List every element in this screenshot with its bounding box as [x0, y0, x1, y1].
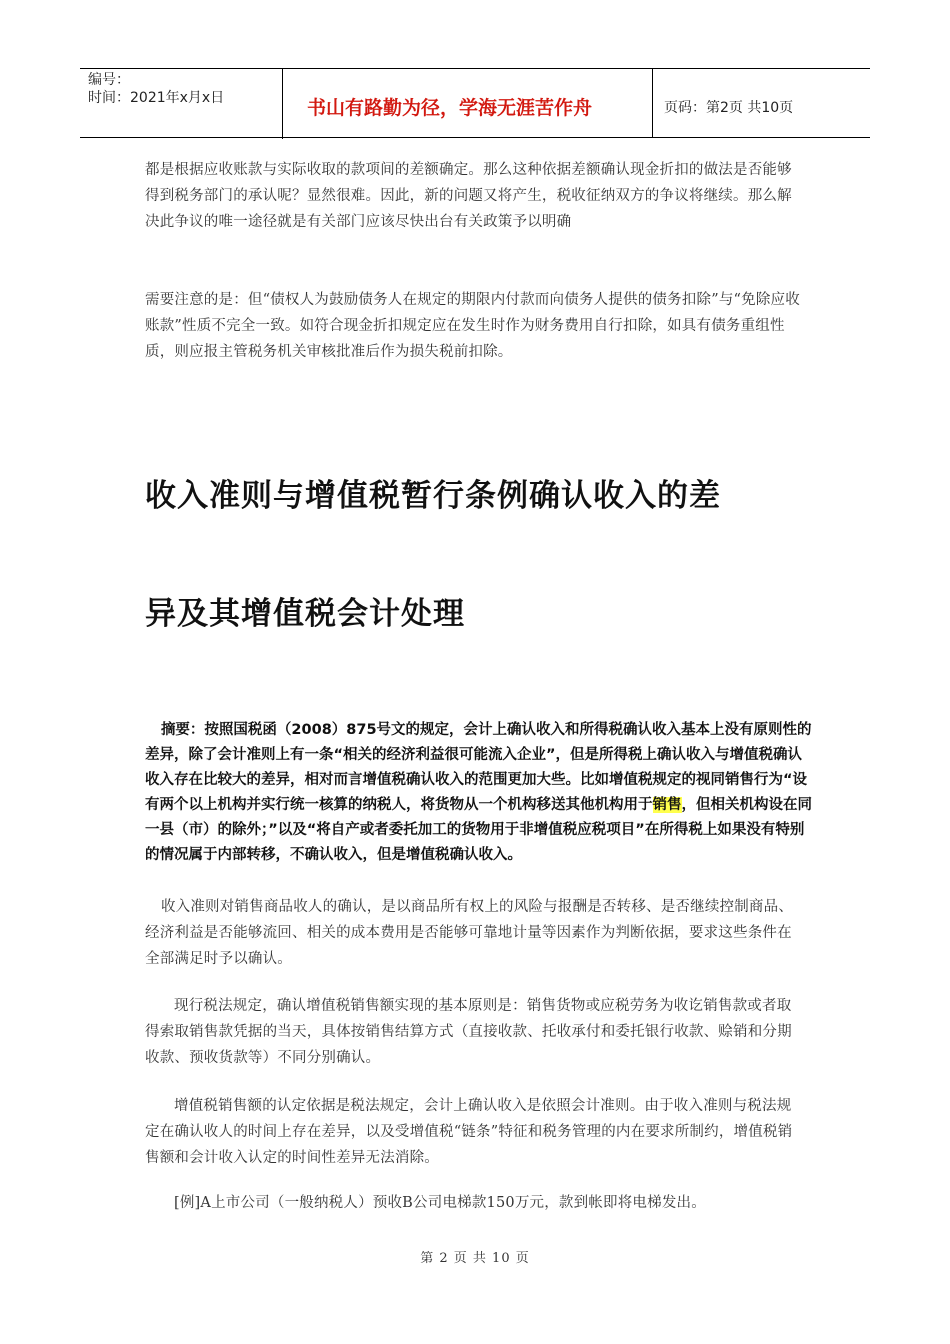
header-motto: 书山有路勤为径，学海无涯苦作舟	[283, 69, 653, 137]
paragraph-2	[145, 287, 805, 365]
number-label: 编号：	[88, 72, 130, 88]
paragraph-text: 需要注意的是：但“债权人为鼓励债务人在规定的期限内付款而向债务人提供的债务扣除”与“免除应收账款”性质不完全一致。如符合现金折扣规定应在发生时作为财务费用自行扣除，如具有债务重组性质，则应报主管税务机关审核批准后作为损失税前扣除。	[145, 292, 800, 360]
article-title-line-1: 收入准则与增值税暂行条例确认收入的差	[145, 478, 721, 514]
abstract-text-start: 摘要：按照国税函（2008）875号文的规定，会计上确认收入和所得税确认收入基本上没有原则性的差异，除了会计准则上有一条“相关的经济利益很可能流入企业”，但是所得税上确认收入与增值税确认收入存在比较大的差异，相对而言增值税确认收入的范围更加大些。比如增值税规定的视同销售行为“设有两个以上机构并实行统一核算的纳税人，将货物从一个机构移送其他机构用于	[145, 722, 812, 813]
paragraph-3	[145, 894, 805, 972]
abstract-text-end: ，但相关机构设在同一县（市）的除外；”以及“将自产或者委托加工的货物用于非增值税应税项目”在所得税上如果没有特别的情况属于内部转移，不确认收入，但是增值税确认收入。	[145, 797, 812, 863]
paragraph-text: 增值税销售额的认定依据是税法规定，会计上确认收入是依照会计准则。由于收入准则与税法规定在确认收人的时间上存在差异，以及受增值税“链条”特征和税务管理的内在要求所制约，增值税销售额和会计收入认定的时间性差异无法消除。	[145, 1098, 793, 1166]
paragraph-6	[145, 1190, 805, 1216]
highlighted-word: 销售	[652, 797, 682, 813]
paragraph-text: 现行税法规定，确认增值税销售额实现的基本原则是：销售货物或应税劳务为收讫销售款或者取得索取销售款凭据的当天，具体按销售结算方式（直接收款、托收承付和委托银行收款、赊销和分期收款、预收货款等）不同分别确认。	[145, 998, 792, 1066]
abstract	[145, 718, 815, 868]
header-table	[80, 68, 870, 138]
paragraph-text: 收入准则对销售商品收人的确认，是以商品所有权上的风险与报酬是否转移、是否继续控制商品、经济利益是否能够流回、相关的成本费用是否能够可靠地计量等因素作为判断依据，要求这些条件在全部满足时予以确认。	[145, 899, 794, 967]
time-label: 时间：2021年x月x日	[88, 90, 225, 106]
page-footer: 第 2 页 共 10 页	[420, 1251, 530, 1266]
paragraph-text: [例]A上市公司（一般纳税人）预收B公司电梯款150万元，款到帐即将电梯发出。	[174, 1195, 706, 1211]
article-title-line-2: 异及其增值税会计处理	[145, 596, 465, 632]
header-page-number: 页码：第2页 共10页	[664, 100, 794, 116]
paragraph-5	[145, 1093, 805, 1171]
header-meta-cell	[80, 69, 283, 139]
paragraph-text: 都是根据应收账款与实际收取的款项间的差额确定。那么这种依据差额确认现金折扣的做法是否能够得到税务部门的承认呢？显然很难。因此，新的问题又将产生，税收征纳双方的争议将继续。那么解决此争议的唯一途径就是有关部门应该尽快出台有关政策予以明确	[145, 162, 792, 230]
paragraph-4	[145, 993, 805, 1071]
paragraph-1	[145, 157, 805, 235]
